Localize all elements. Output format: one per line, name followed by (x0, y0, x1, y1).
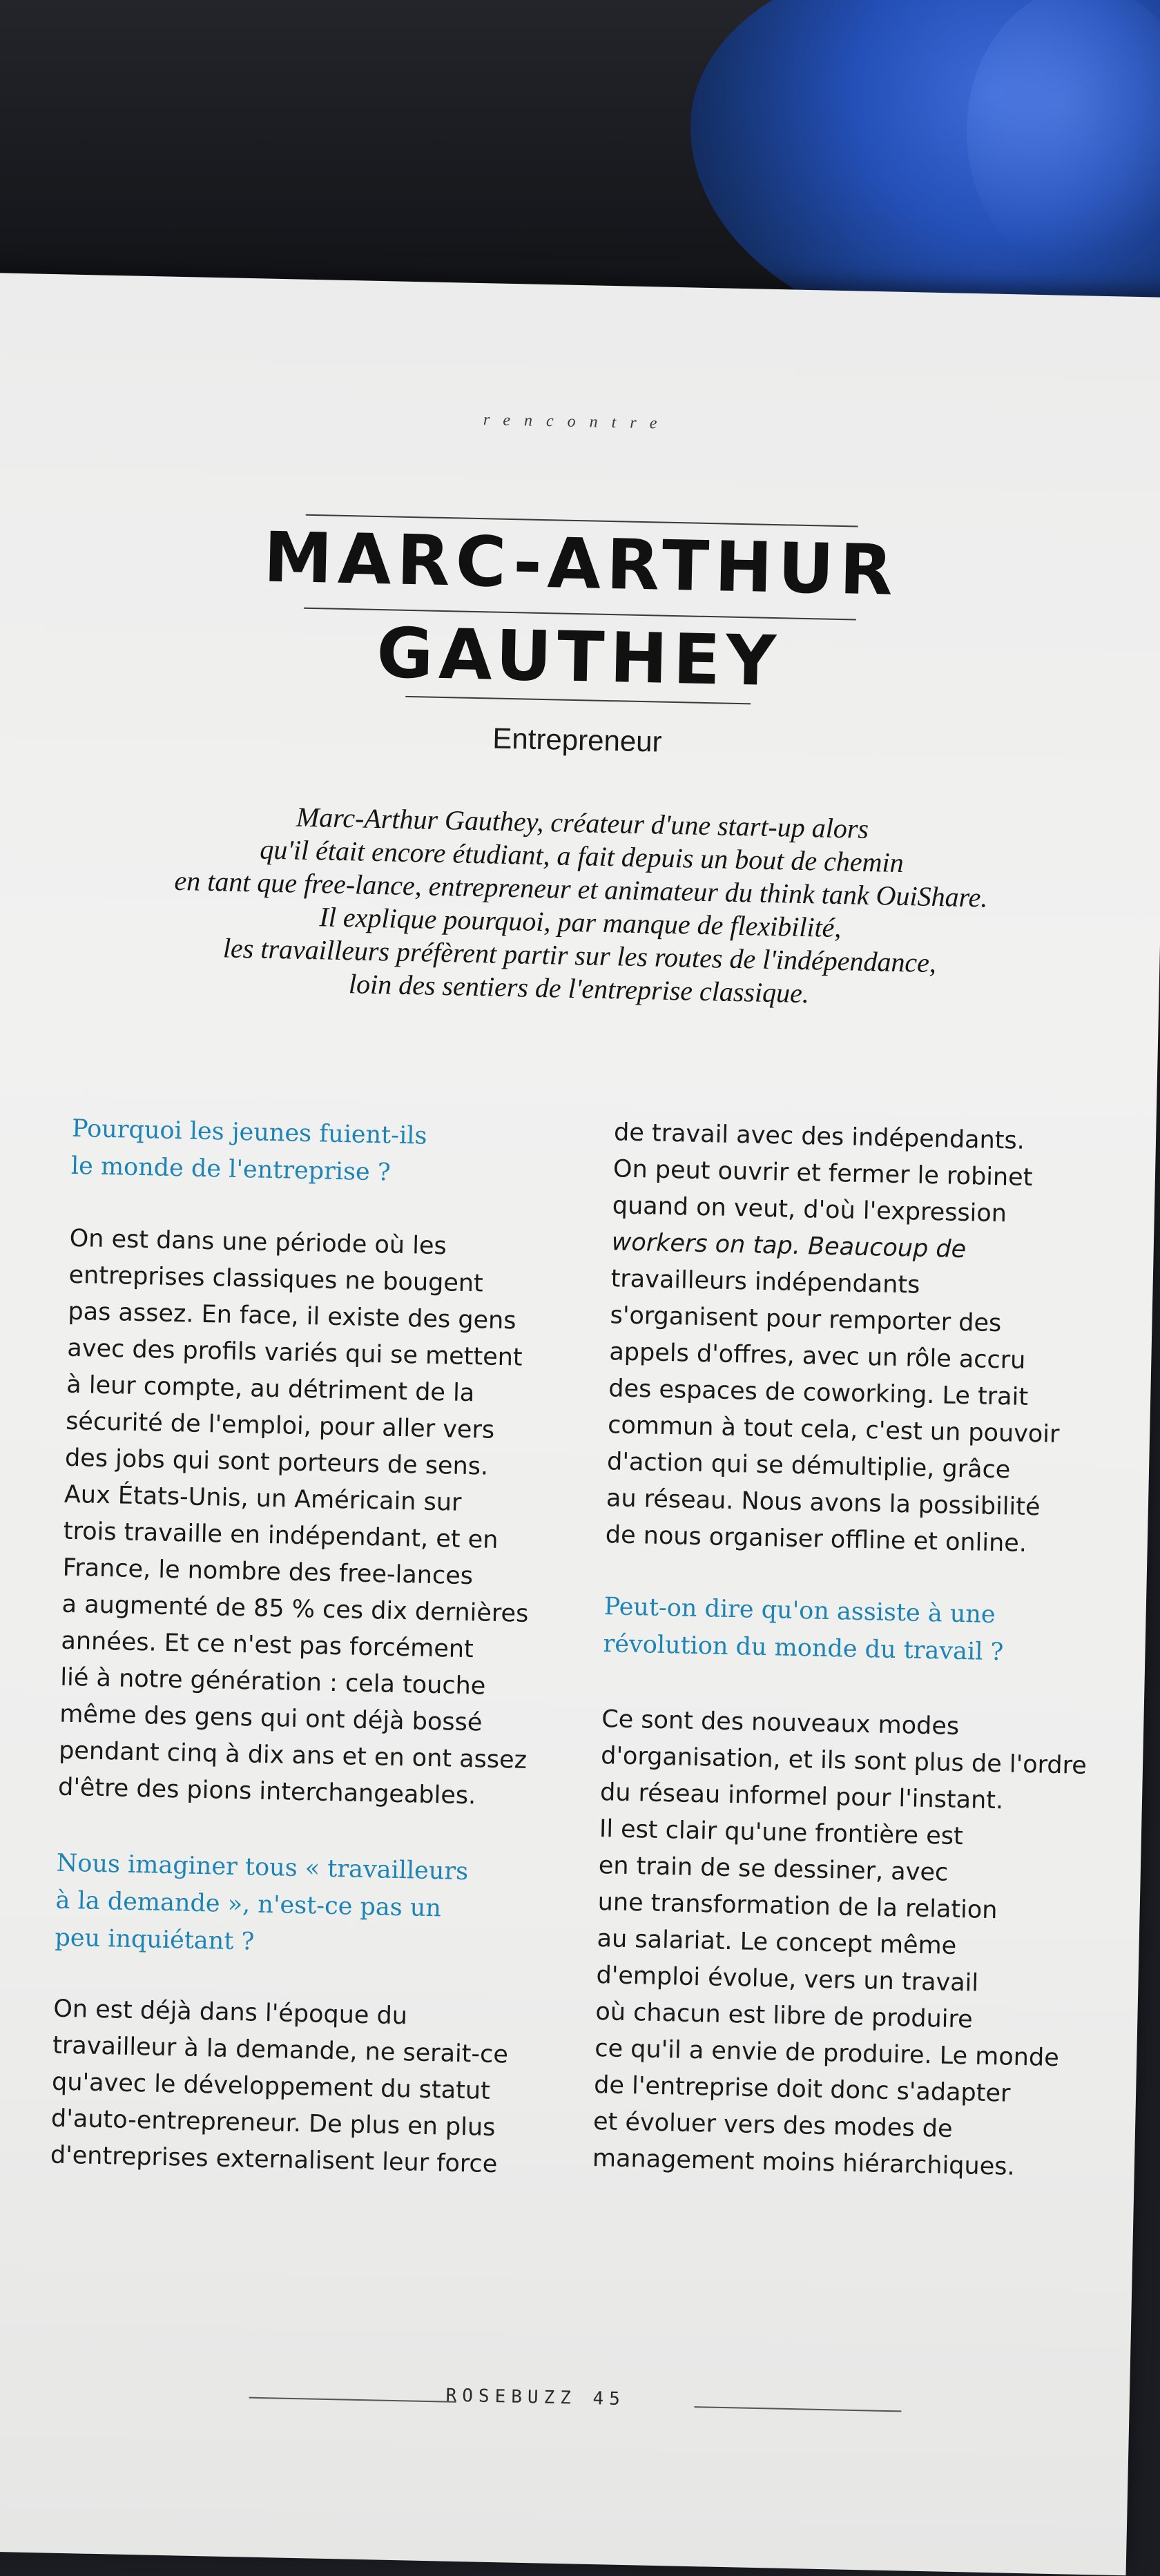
question-3: Peut-on dire qu'on assiste à une révolution du monde du travail ? (603, 1593, 1004, 1667)
magazine-page (0, 273, 1160, 2575)
section-kicker: rencontre (483, 411, 671, 433)
answer-2: On est déjà dans l'époque du travailleur à la demande, ne serait-ce qu'avec le développement du statut d'auto-entrepreneur. De plus en plus d'entreprises externalisent leur force (50, 1995, 509, 2179)
right-column (592, 1114, 1139, 2188)
answer-3: Ce sont des nouveaux modes d'organisation, et ils sont plus de l'ordre du réseau informel pour l'instant. Il est clair qu'une frontière est en train de se dessiner, avec une transformation de la relation au salariat. Le concept même d'emploi évolue, vers un travail où chacun est libre de produire ce qu'il a envie de produire. Le monde de l'entreprise doit donc s'adapter et évoluer vers des modes de management moins hiérarchiques. (592, 1705, 1088, 2181)
title-line-2: GAUTHEY (376, 612, 782, 702)
answer-2-continued: de travail avec des indépendants. On peut ouvrir et fermer le robinet quand on veut, d'où l'expression workers on tap. Beaucoup de travailleurs indépendants s'organisent pour remporter des appels d'offres, avec un rôle accru des espaces de coworking. Le trait commun à tout cela, c'est un pouvoir d'action qui se démultiplie, grâce au réseau. Nous avons la possibilité de nous organiser offline et online. (605, 1118, 1060, 1558)
answer-1: On est dans une période où les entreprises classiques ne bougent pas assez. En face, il existe des gens avec des profils variés qui se mettent à leur compte, au détriment de la sécurité de l'emploi, pour aller vers des jobs qui sont porteurs de sens. Aux États-Unis, un Américain sur trois travaille en indépendant, et en France, le nombre des free-lances a augmenté de 85 % ces dix dernières années. Et ce n'est pas forcément lié à notre génération : cela touche même des gens qui ont déjà bossé pendant cinq à dix ans et en ont assez d'être des pions interchangeables. (57, 1224, 529, 1810)
left-column (50, 1110, 597, 2185)
intro-paragraph: Marc-Arthur Gauthey, créateur d'une start-up alors qu'il était encore étudiant, a fait depuis un bout de chemin en tant que free-lance, entrepreneur et animateur du think tank OuiShare. Il explique pourquoi, par manque de flexibilité, les travailleurs préfèrent partir sur les routes de l'indépendance, loin des sentiers de l'entreprise classique. (174, 801, 988, 1009)
title-line-1: MARC-ARTHUR (262, 516, 900, 611)
question-1: Pourquoi les jeunes fuient-ils le monde de l'entreprise ? (70, 1114, 427, 1187)
footer-folio: ROSEBUZZ 45 (445, 2385, 626, 2410)
question-2: Nous imaginer tous « travailleurs à la demande », n'est-ce pas un peu inquiétant ? (55, 1849, 469, 1956)
subtitle-role: Entrepreneur (492, 722, 663, 758)
